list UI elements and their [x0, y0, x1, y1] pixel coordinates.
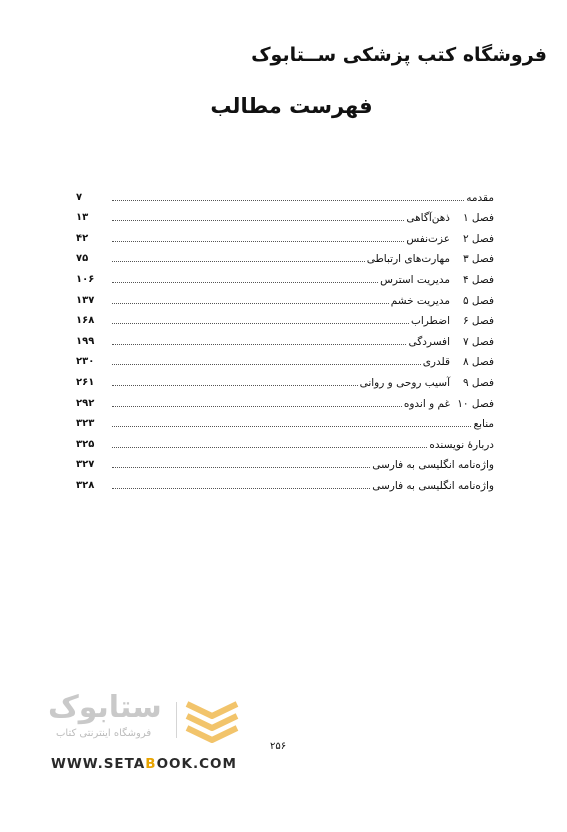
page-title-text: فهرست مطالب	[210, 94, 373, 118]
toc-entry	[76, 265, 494, 286]
toc-leader-dots	[112, 487, 370, 489]
toc-page-number: ۳۲۸	[76, 479, 95, 491]
toc-page-number: ۱۶۸	[76, 315, 95, 327]
toc-page-number: ۲۳۰	[76, 356, 95, 368]
toc-entry	[76, 327, 494, 348]
url-suffix: OOK.COM	[156, 756, 237, 772]
toc-leader-dots	[112, 260, 365, 262]
toc-page-number: ۱۳۷	[76, 294, 95, 306]
toc-entry	[76, 224, 494, 245]
toc-entry-title: غم و اندوه	[403, 397, 450, 410]
toc-page-number: ۳۲۵	[76, 438, 95, 450]
toc-entry	[76, 183, 494, 204]
url-prefix: WWW.SETA	[51, 756, 146, 772]
toc-leader-dots	[112, 240, 404, 242]
toc-leader-dots	[112, 446, 427, 448]
toc-entry-title: ذهن‌آگاهی	[406, 212, 450, 225]
toc-chapter-label: فصل ۶	[462, 315, 494, 328]
toc-entry	[76, 204, 494, 225]
toc-chapter-label: فصل ۲	[462, 232, 494, 245]
toc-leader-dots	[112, 322, 409, 324]
toc-entry-title: مقدمه	[466, 191, 494, 204]
watermark-subtitle: فروشگاه اینترنتی کتاب	[56, 728, 152, 739]
toc-leader-dots	[112, 405, 402, 407]
toc-entry-title: واژه‌نامه انگلیسی به فارسی	[372, 479, 494, 492]
toc-page-number: ۷۵	[76, 253, 89, 265]
toc-page-number: ۳۲۷	[76, 459, 95, 471]
toc-entry	[76, 286, 494, 307]
table-of-contents	[76, 183, 494, 492]
toc-entry	[76, 410, 494, 431]
toc-leader-dots	[112, 384, 358, 386]
toc-chapter-label: فصل ۱۰	[457, 397, 494, 410]
toc-page-number: ۴۲	[76, 232, 89, 244]
website-url	[51, 756, 237, 772]
toc-page-number: ۱۹۹	[76, 335, 95, 347]
url-accent: B	[145, 756, 157, 772]
toc-entry-title: واژه‌نامه انگلیسی به فارسی	[372, 459, 494, 472]
toc-entry	[76, 307, 494, 328]
toc-entry	[76, 348, 494, 369]
watermark-divider	[176, 702, 177, 738]
toc-entry	[76, 389, 494, 410]
toc-entry	[76, 471, 494, 492]
toc-chapter-label: فصل ۸	[462, 356, 494, 369]
toc-chapter-label: فصل ۷	[462, 335, 494, 348]
toc-page-number: ۳۲۳	[76, 418, 95, 430]
toc-entry-title: مدیریت استرس	[380, 273, 450, 286]
toc-entry-title: آسیب روحی و روانی	[359, 376, 450, 389]
toc-leader-dots	[112, 281, 378, 283]
toc-chapter-label: فصل ۱	[462, 212, 494, 225]
toc-leader-dots	[112, 302, 389, 304]
toc-leader-dots	[112, 425, 471, 427]
toc-entry-title: مهارت‌های ارتباطی	[366, 253, 450, 266]
toc-page-number: ۲۹۲	[76, 397, 95, 409]
toc-entry-title: افسردگی	[408, 335, 450, 348]
toc-leader-dots	[112, 199, 464, 201]
page-number: ۲۵۶	[270, 741, 287, 752]
toc-entry-title: دربارهٔ نویسنده	[429, 438, 494, 451]
toc-entry	[76, 430, 494, 451]
toc-entry-title: اضطراب	[410, 315, 450, 328]
toc-chapter-label: فصل ۳	[462, 253, 494, 266]
toc-entry	[76, 451, 494, 472]
toc-leader-dots	[112, 343, 406, 345]
toc-page-number: ۷	[76, 191, 83, 203]
toc-entry-title: عزت‌نفس	[406, 232, 450, 245]
toc-entry	[76, 368, 494, 389]
toc-page-number: ۱۰۶	[76, 273, 95, 285]
toc-leader-dots	[112, 466, 370, 468]
toc-chapter-label: فصل ۵	[462, 294, 494, 307]
toc-entry-title: مدیریت خشم	[390, 294, 450, 307]
toc-entry	[76, 245, 494, 266]
book-stack-icon	[182, 694, 242, 744]
toc-leader-dots	[112, 219, 404, 221]
toc-entry-title: قلدری	[422, 356, 450, 369]
toc-chapter-label: فصل ۹	[462, 376, 494, 389]
store-brand-header: فروشگاه کتب پزشکی ســتابوک	[251, 44, 547, 66]
page-title	[0, 94, 567, 118]
toc-chapter-label: فصل ۴	[462, 273, 494, 286]
toc-leader-dots	[112, 363, 421, 365]
toc-page-number: ۱۳	[76, 212, 89, 224]
watermark-logo-text: ستابوک	[48, 690, 162, 725]
toc-page-number: ۲۶۱	[76, 376, 95, 388]
toc-entry-title: منابع	[473, 418, 494, 431]
